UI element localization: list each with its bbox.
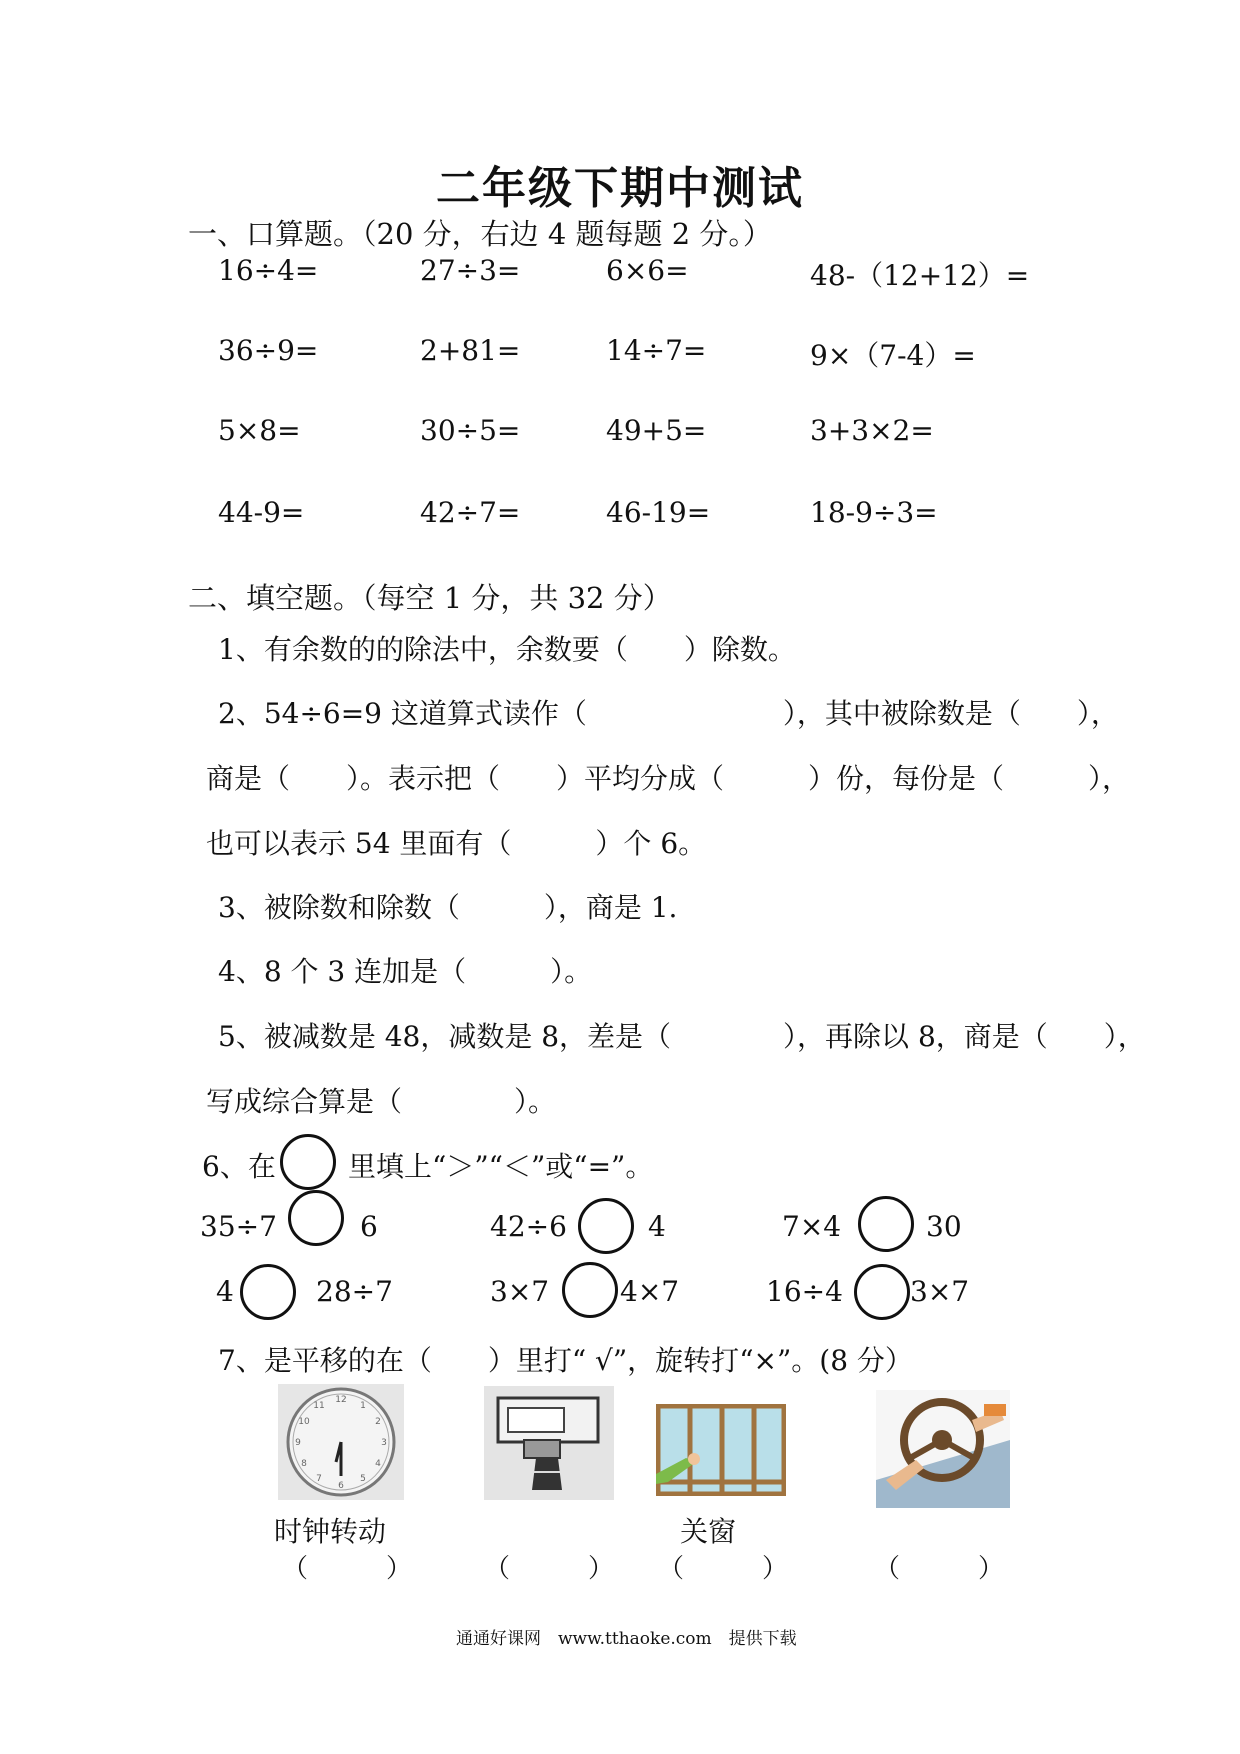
compare-circle[interactable]	[854, 1264, 910, 1320]
footer-credit: 通通好课网 www.tthaoke.com 提供下载	[456, 1629, 797, 1649]
calc-item: 14÷7=	[606, 334, 707, 367]
calc-item: 16÷4=	[218, 254, 319, 287]
compare-left: 42÷6	[490, 1210, 567, 1243]
question-7: 7、是平移的在（ ）里打“ √”，旋转打“×”。(8 分）	[218, 1344, 913, 1377]
calc-item: 42÷7=	[420, 496, 521, 529]
svg-text:5: 5	[360, 1474, 366, 1484]
svg-text:11: 11	[313, 1401, 325, 1411]
svg-text:1: 1	[360, 1401, 366, 1411]
caption-clock: 时钟转动	[274, 1515, 387, 1548]
window-picture	[656, 1404, 786, 1496]
compare-left: 3×7	[490, 1275, 550, 1308]
calc-item: 6×6=	[606, 254, 689, 287]
compare-left: 4	[216, 1275, 234, 1308]
calc-item: 44-9=	[218, 496, 305, 529]
page-title: 二年级下期中测试	[436, 163, 804, 214]
compare-right: 28÷7	[316, 1275, 393, 1308]
svg-text:6: 6	[338, 1481, 344, 1491]
answer-paren[interactable]: （ ）	[874, 1554, 1005, 1584]
question-2-line1: 2、54÷6=9 这道算式读作（ ），其中被除数是（ ），	[218, 697, 1119, 730]
svg-text:2: 2	[375, 1417, 381, 1427]
svg-text:12: 12	[335, 1395, 347, 1405]
compare-right: 30	[926, 1210, 962, 1243]
answer-paren[interactable]: （ ）	[484, 1554, 615, 1584]
question-5-line2: 写成综合算是（ ）。	[206, 1085, 557, 1118]
steering-wheel-picture	[876, 1390, 1010, 1508]
compare-circle[interactable]	[858, 1196, 914, 1252]
answer-paren[interactable]: （ ）	[282, 1554, 413, 1584]
question-6-prefix: 6、在	[202, 1150, 276, 1183]
compare-circle[interactable]	[578, 1198, 634, 1254]
compare-right: 3×7	[910, 1275, 970, 1308]
question-6-suffix: 里填上“＞”“＜”或“=”。	[348, 1150, 654, 1183]
question-3: 3、被除数和除数（ ），商是 1.	[218, 891, 678, 924]
svg-text:3: 3	[381, 1438, 387, 1448]
calc-item: 36÷9=	[218, 334, 319, 367]
question-5-line1: 5、被减数是 48，减数是 8，差是（ ），再除以 8，商是（ ），	[218, 1020, 1146, 1053]
compare-circle[interactable]	[562, 1262, 618, 1318]
question-2-line3: 也可以表示 54 里面有（ ）个 6。	[206, 827, 707, 860]
compare-left: 35÷7	[200, 1210, 277, 1243]
svg-text:8: 8	[301, 1459, 307, 1469]
svg-text:10: 10	[298, 1417, 310, 1427]
question-1: 1、有余数的的除法中，余数要（ ）除数。	[218, 633, 796, 666]
compare-circle[interactable]	[240, 1264, 296, 1320]
calc-item: 3+3×2=	[810, 414, 934, 447]
calc-item: 2+81=	[420, 334, 521, 367]
compare-circle-example	[280, 1134, 336, 1190]
question-2-line2: 商是（ ）。表示把（ ）平均分成（ ）份，每份是（ ），	[206, 762, 1131, 795]
calc-item: 27÷3=	[420, 254, 521, 287]
calc-item: 49+5=	[606, 414, 707, 447]
calc-item: 30÷5=	[420, 414, 521, 447]
calc-item: 5×8=	[218, 414, 301, 447]
svg-text:4: 4	[375, 1459, 381, 1469]
svg-text:7: 7	[316, 1474, 322, 1484]
calc-item: 9×（7-4）=	[810, 339, 976, 372]
compare-right: 6	[360, 1210, 378, 1243]
calc-item: 18-9÷3=	[810, 496, 938, 529]
drawer-picture	[484, 1386, 614, 1500]
compare-circle[interactable]	[288, 1190, 344, 1246]
clock-picture	[278, 1384, 404, 1500]
section1-heading: 一、口算题。（20 分，右边 4 题每题 2 分。）	[188, 217, 772, 251]
svg-text:9: 9	[295, 1438, 301, 1448]
caption-window: 关窗	[680, 1515, 737, 1548]
compare-left: 16÷4	[766, 1275, 843, 1308]
section2-heading: 二、填空题。（每空 1 分，共 32 分）	[188, 581, 672, 615]
compare-right: 4×7	[620, 1275, 680, 1308]
compare-right: 4	[648, 1210, 666, 1243]
answer-paren[interactable]: （ ）	[658, 1554, 789, 1584]
compare-left: 7×4	[782, 1210, 842, 1243]
calc-item: 46-19=	[606, 496, 711, 529]
question-4: 4、8 个 3 连加是（ ）。	[218, 955, 593, 988]
calc-item: 48-（12+12）=	[810, 259, 1030, 292]
